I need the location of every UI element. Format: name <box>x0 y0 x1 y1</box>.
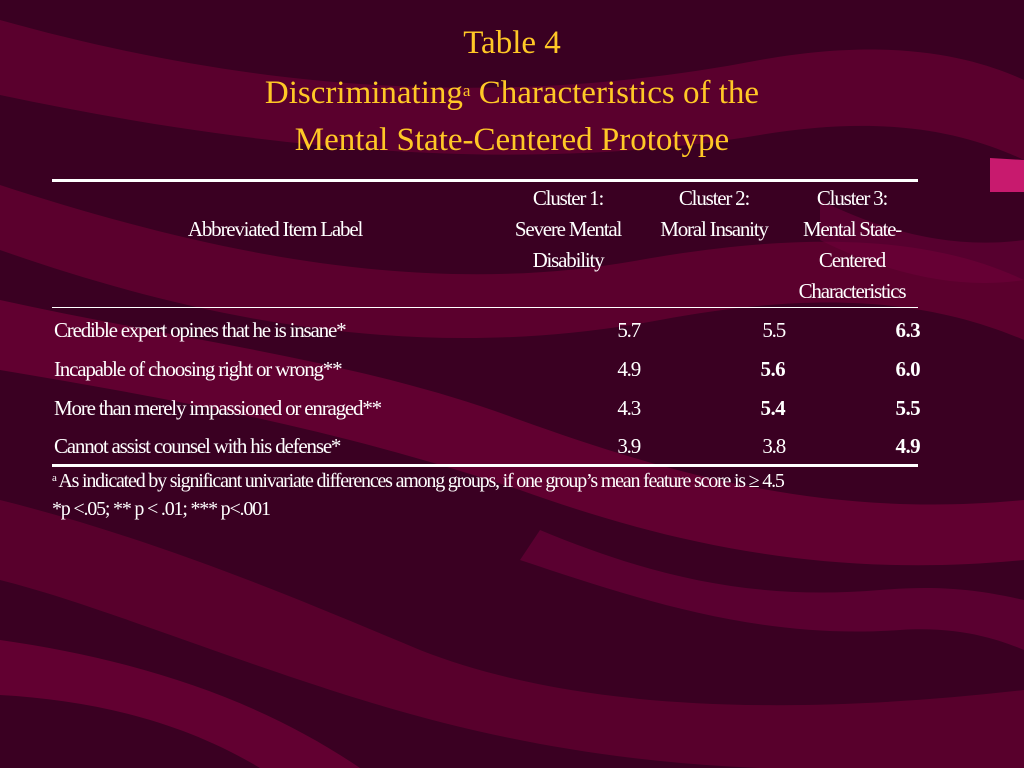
row-4-cluster-1: 3.9 <box>617 434 640 458</box>
row-1-label: Credible expert opines that he is insane* <box>54 318 346 342</box>
header-rule <box>52 307 918 308</box>
header-cluster-1-line-3: Disability <box>532 248 604 272</box>
row-1-cluster-3: 6.3 <box>895 318 920 342</box>
header-cluster-2-line-2: Moral Insanity <box>660 217 768 241</box>
header-cluster-3-line-1: Cluster 3: <box>816 186 888 210</box>
top-rule <box>52 179 918 182</box>
title-footnote-marker: a <box>462 81 471 100</box>
row-2-cluster-1: 4.9 <box>617 357 640 381</box>
row-2-cluster-3: 6.0 <box>895 357 920 381</box>
title-word-discriminating: Discriminating <box>264 75 463 111</box>
bottom-rule <box>52 464 918 467</box>
header-cluster-3 <box>782 183 922 307</box>
row-1-cluster-1: 5.7 <box>617 318 640 342</box>
row-1-cluster-2: 5.5 <box>762 318 785 342</box>
footnote-a-marker: a <box>52 472 56 484</box>
table-title-line-3: Mental State-Centered Prototype <box>294 122 730 158</box>
row-4-label: Cannot assist counsel with his defense* <box>54 434 341 458</box>
header-cluster-3-line-2: Mental State- <box>802 217 902 241</box>
header-item-label: Abbreviated Item Label <box>187 217 363 241</box>
header-cluster-3-line-4: Characteristics <box>798 279 906 303</box>
significance-note: *p <.05; ** p < .01; *** p<.001 <box>52 498 270 520</box>
row-3-cluster-2: 5.4 <box>760 396 785 420</box>
header-cluster-3-line-3: Centered <box>818 248 886 272</box>
row-4-cluster-2: 3.8 <box>762 434 785 458</box>
header-cluster-1-line-2: Severe Mental <box>514 217 622 241</box>
table-title-line-2 <box>0 74 1024 112</box>
row-3-cluster-1: 4.3 <box>617 396 640 420</box>
table-number: Table 4 <box>463 25 561 61</box>
row-3-cluster-3: 5.5 <box>895 396 920 420</box>
footnote-a <box>52 470 784 493</box>
header-cluster-1 <box>496 183 640 276</box>
footnote-a-text: As indicated by significant univariate differences among groups, if one group’s mean feature score is ≥ 4.5 <box>55 470 784 492</box>
row-2-cluster-2: 5.6 <box>760 357 785 381</box>
row-3-label: More than merely impassioned or enraged** <box>54 396 381 420</box>
row-4-cluster-3: 4.9 <box>895 434 920 458</box>
title-rest: Characteristics of the <box>470 75 760 111</box>
header-cluster-2 <box>642 183 786 245</box>
row-2-label: Incapable of choosing right or wrong** <box>54 357 342 381</box>
header-cluster-2-line-1: Cluster 2: <box>678 186 750 210</box>
header-cluster-1-line-1: Cluster 1: <box>532 186 604 210</box>
